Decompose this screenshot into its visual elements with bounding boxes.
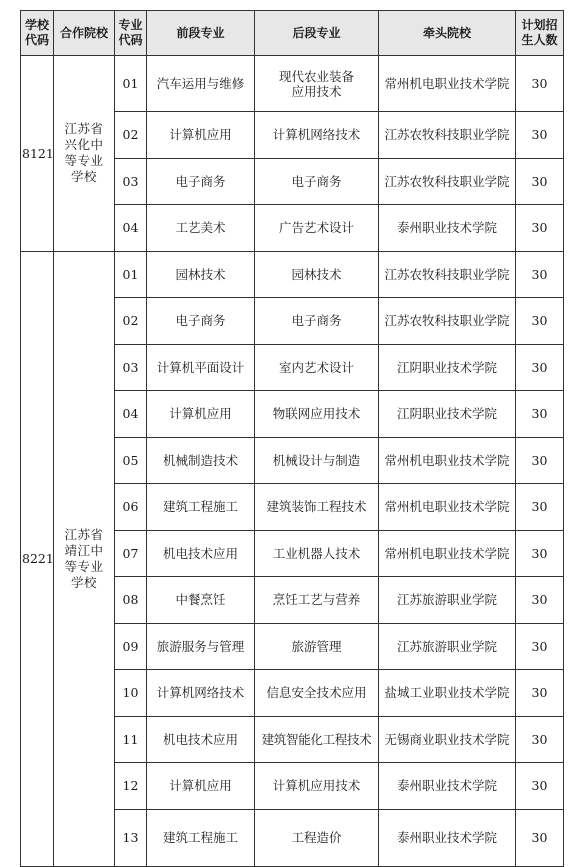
- header-plan-count: 计划招生人数: [516, 11, 564, 56]
- plan-count-cell: 30: [516, 530, 564, 577]
- back-major-cell: 信息安全技术应用: [255, 670, 379, 717]
- lead-college-cell: 江苏农牧科技职业学院: [379, 251, 516, 298]
- front-major-cell: 旅游服务与管理: [147, 623, 255, 670]
- front-major-cell: 电子商务: [147, 158, 255, 205]
- partner-school-cell: [54, 251, 115, 866]
- plan-count-cell: 30: [516, 298, 564, 345]
- plan-count-cell: 30: [516, 763, 564, 810]
- lead-college-cell: 常州机电职业技术学院: [379, 484, 516, 531]
- front-major-cell: 建筑工程施工: [147, 484, 255, 531]
- back-major-cell: 计算机网络技术: [255, 112, 379, 159]
- lead-college-cell: 江阴职业技术学院: [379, 344, 516, 391]
- table-header: [21, 11, 564, 56]
- plan-count-cell: 30: [516, 716, 564, 763]
- back-major-cell: 园林技术: [255, 251, 379, 298]
- back-major-cell: 烹饪工艺与营养: [255, 577, 379, 624]
- major-code-cell: 01: [115, 251, 147, 298]
- plan-count-cell: 30: [516, 344, 564, 391]
- front-major-cell: 计算机平面设计: [147, 344, 255, 391]
- partner-school-cell: [54, 56, 115, 252]
- major-code-cell: 03: [115, 344, 147, 391]
- lead-college-cell: 江苏农牧科技职业学院: [379, 298, 516, 345]
- partner-school-name: 江苏省靖江中等专业学校: [64, 526, 104, 590]
- back-major-cell: 工程造价: [255, 809, 379, 866]
- back-major-cell: 物联网应用技术: [255, 391, 379, 438]
- back-major-cell: 建筑智能化工程技术: [255, 716, 379, 763]
- major-code-cell: 04: [115, 205, 147, 252]
- front-major-cell: 机械制造技术: [147, 437, 255, 484]
- back-major-cell: 电子商务: [255, 298, 379, 345]
- plan-count-cell: 30: [516, 623, 564, 670]
- back-major-cell: 工业机器人技术: [255, 530, 379, 577]
- back-major-cell: 建筑装饰工程技术: [255, 484, 379, 531]
- enrollment-plan-table: [20, 10, 564, 867]
- front-major-cell: 计算机网络技术: [147, 670, 255, 717]
- major-code-cell: 09: [115, 623, 147, 670]
- plan-count-cell: 30: [516, 391, 564, 438]
- back-major-cell: 室内艺术设计: [255, 344, 379, 391]
- major-code-cell: 07: [115, 530, 147, 577]
- front-major-cell: 计算机应用: [147, 112, 255, 159]
- school-code-cell: 8221: [21, 251, 54, 866]
- major-code-cell: 02: [115, 298, 147, 345]
- header-front-major: 前段专业: [147, 11, 255, 56]
- lead-college-cell: 无锡商业职业技术学院: [379, 716, 516, 763]
- lead-college-cell: 江苏旅游职业学院: [379, 577, 516, 624]
- major-code-cell: 06: [115, 484, 147, 531]
- major-code-cell: 10: [115, 670, 147, 717]
- back-major-text: 现代农业装备应用技术: [278, 68, 354, 99]
- front-major-cell: 中餐烹饪: [147, 577, 255, 624]
- major-code-cell: 03: [115, 158, 147, 205]
- lead-college-cell: 江苏农牧科技职业学院: [379, 112, 516, 159]
- lead-college-cell: 常州机电职业技术学院: [379, 437, 516, 484]
- header-row: [21, 11, 564, 56]
- major-code-cell: 08: [115, 577, 147, 624]
- plan-count-cell: 30: [516, 158, 564, 205]
- major-code-cell: 12: [115, 763, 147, 810]
- header-major-code: 专业代码: [115, 11, 147, 56]
- major-code-cell: 11: [115, 716, 147, 763]
- lead-college-cell: 泰州职业技术学院: [379, 205, 516, 252]
- header-lead-college: 牵头院校: [379, 11, 516, 56]
- lead-college-cell: 江苏旅游职业学院: [379, 623, 516, 670]
- front-major-cell: 园林技术: [147, 251, 255, 298]
- front-major-cell: 工艺美术: [147, 205, 255, 252]
- lead-college-cell: 常州机电职业技术学院: [379, 530, 516, 577]
- lead-college-cell: 江阴职业技术学院: [379, 391, 516, 438]
- back-major-cell: 旅游管理: [255, 623, 379, 670]
- plan-count-cell: 30: [516, 670, 564, 717]
- back-major-cell: 机械设计与制造: [255, 437, 379, 484]
- table-row: [21, 56, 564, 112]
- lead-college-cell: 泰州职业技术学院: [379, 809, 516, 866]
- plan-count-cell: 30: [516, 251, 564, 298]
- table-body: [21, 56, 564, 867]
- plan-count-cell: 30: [516, 56, 564, 112]
- major-code-cell: 04: [115, 391, 147, 438]
- lead-college-cell: 常州机电职业技术学院: [379, 56, 516, 112]
- plan-count-cell: 30: [516, 484, 564, 531]
- back-major-cell: [255, 56, 379, 112]
- header-partner-school: 合作院校: [54, 11, 115, 56]
- lead-college-cell: 江苏农牧科技职业学院: [379, 158, 516, 205]
- back-major-cell: 广告艺术设计: [255, 205, 379, 252]
- front-major-cell: 汽车运用与维修: [147, 56, 255, 112]
- table-row: [21, 251, 564, 298]
- front-major-cell: 建筑工程施工: [147, 809, 255, 866]
- plan-count-cell: 30: [516, 205, 564, 252]
- plan-count-cell: 30: [516, 437, 564, 484]
- front-major-cell: 计算机应用: [147, 763, 255, 810]
- lead-college-cell: 泰州职业技术学院: [379, 763, 516, 810]
- plan-count-cell: 30: [516, 809, 564, 866]
- front-major-cell: 电子商务: [147, 298, 255, 345]
- plan-count-cell: 30: [516, 112, 564, 159]
- back-major-cell: 电子商务: [255, 158, 379, 205]
- header-school-code: 学校代码: [21, 11, 54, 56]
- front-major-cell: 计算机应用: [147, 391, 255, 438]
- school-code-cell: 8121: [21, 56, 54, 252]
- back-major-cell: 计算机应用技术: [255, 763, 379, 810]
- partner-school-name: 江苏省兴化中等专业学校: [64, 121, 104, 185]
- major-code-cell: 02: [115, 112, 147, 159]
- major-code-cell: 05: [115, 437, 147, 484]
- lead-college-cell: 盐城工业职业技术学院: [379, 670, 516, 717]
- front-major-cell: 机电技术应用: [147, 530, 255, 577]
- plan-count-cell: 30: [516, 577, 564, 624]
- major-code-cell: 01: [115, 56, 147, 112]
- major-code-cell: 13: [115, 809, 147, 866]
- header-back-major: 后段专业: [255, 11, 379, 56]
- front-major-cell: 机电技术应用: [147, 716, 255, 763]
